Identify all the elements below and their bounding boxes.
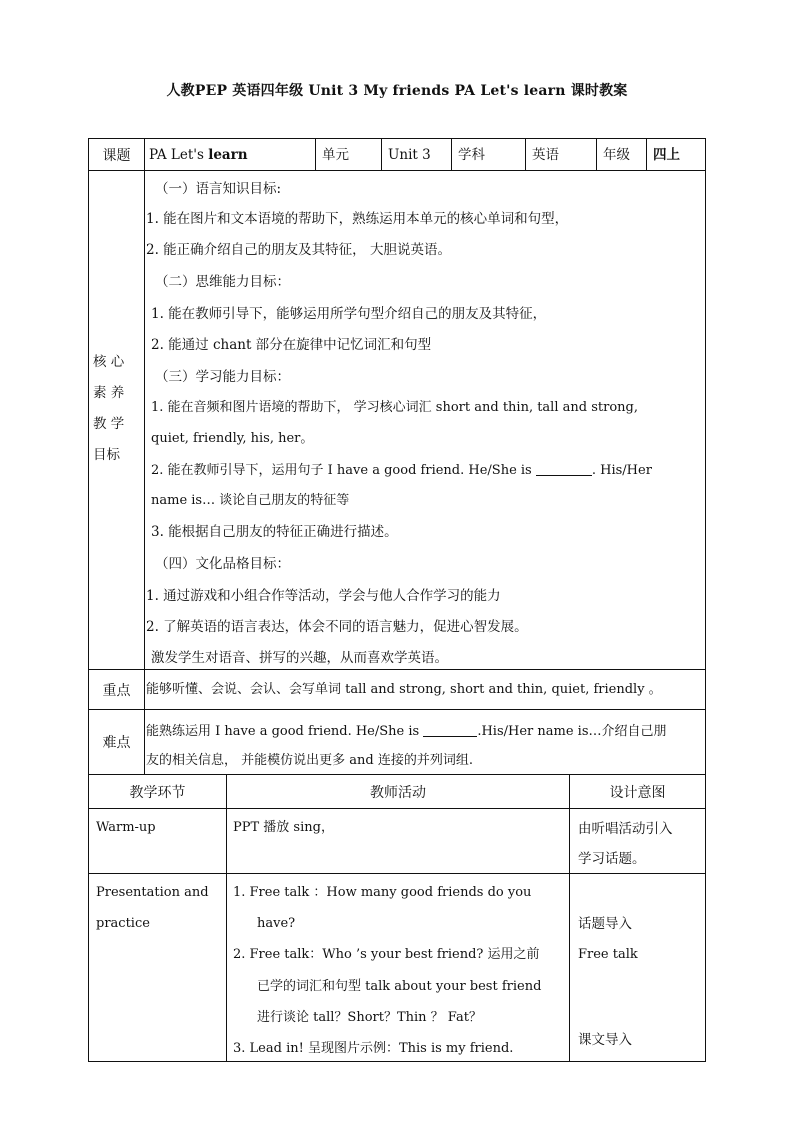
objective-item: quiet, friendly, his, her。 (151, 431, 314, 446)
core-label-line: 素 养 (93, 385, 125, 401)
core-label-line: 核 心 (93, 354, 125, 370)
difficulty-label: 难点 (102, 735, 131, 751)
objective-heading-learning: （三）学习能力目标： (155, 369, 290, 385)
objective-item: name is… 谈论自己朋友的特征等 (151, 493, 350, 508)
objective-heading-culture: （四）文化品格目标： (155, 556, 290, 572)
objective-item: 激发学生对语音、拼写的兴趣，从而喜欢学英语。 (151, 650, 448, 666)
lesson-label-cell (88, 138, 145, 171)
difficulty-text: .His/Her name is…介绍自己朋 (477, 724, 667, 739)
subject-label: 学科 (458, 147, 485, 163)
intent-header-cell (569, 774, 706, 809)
presentation-intent: 课文导入 (578, 1032, 632, 1048)
key-text-cell (144, 669, 706, 710)
core-label-cell (88, 170, 145, 670)
lesson-value (149, 146, 248, 164)
warmup-teacher-cell (226, 808, 570, 874)
subject-value: 英语 (532, 147, 559, 163)
presentation-stage: Presentation and (96, 885, 209, 900)
lesson-plan-table (88, 138, 706, 1062)
lesson-value-prefix: PA Let's (149, 147, 209, 163)
objective-item: 1. 能在图片和文本语境的帮助下，熟练运用本单元的核心单词和句型， (146, 211, 569, 227)
warmup-intent: 学习话题。 (578, 851, 646, 867)
grade-value: 四上 (653, 147, 680, 163)
fill-blank (536, 461, 592, 476)
fill-blank (423, 722, 477, 737)
objective-text: . His/Her (591, 463, 652, 478)
objective-text: 2. 能在教师引导下，运用句子 I have a good friend. He/She is (151, 463, 536, 478)
intent-header: 设计意图 (609, 784, 666, 801)
stage-header-cell (88, 774, 227, 809)
warmup-intent: 由听唱活动引入 (578, 821, 673, 837)
core-label-line: 教 学 (93, 416, 125, 432)
key-text: 能够听懂、会说、会认、会写单词 tall and strong, short and thin, quiet, friendly 。 (146, 682, 662, 697)
presentation-step: 3. Lead in! 呈现图片示例：This is my friend. (233, 1041, 514, 1056)
objective-item: 2. 能通过 chant 部分在旋律中记忆词汇和句型 (151, 337, 432, 353)
presentation-step: 2. Free talk：Who ’s your best friend? 运用之前 (233, 947, 540, 962)
objective-item (151, 461, 652, 480)
warmup-stage: Warm-up (96, 820, 156, 835)
key-label: 重点 (102, 682, 131, 699)
presentation-step: 已学的词汇和句型 talk about your best friend (257, 979, 542, 994)
objective-item: 1. 能在教师引导下，能够运用所学句型介绍自己的朋友及其特征， (151, 306, 547, 322)
presentation-stage: practice (96, 916, 150, 931)
objective-item: 1. 通过游戏和小组合作等活动，学会与他人合作学习的能力 (146, 588, 501, 604)
grade-label-cell (596, 138, 647, 171)
teacher-header-cell (226, 774, 570, 809)
objective-heading-thinking: （二）思维能力目标： (155, 274, 290, 290)
core-objectives-cell (144, 170, 706, 670)
core-label (93, 347, 124, 471)
grade-value-cell (646, 138, 706, 171)
subject-value-cell (525, 138, 597, 171)
warmup-teacher: PPT 播放 sing， (233, 820, 334, 835)
objective-item: 2. 能正确介绍自己的朋友及其特征， 大胆说英语。 (146, 242, 451, 258)
subject-label-cell (451, 138, 526, 171)
lesson-value-bold: learn (208, 147, 248, 163)
difficulty-text-cell (144, 709, 706, 775)
unit-label-cell (315, 138, 382, 171)
presentation-step: 1. Free talk ：How many good friends do you (233, 885, 532, 900)
key-label-cell (88, 669, 145, 710)
difficulty-label-cell (88, 709, 145, 775)
unit-value: Unit 3 (388, 147, 431, 163)
grade-label: 年级 (603, 147, 630, 163)
document-title: 人教PEP 英语四年级 Unit 3 My friends PA Let's learn 课时教案 (166, 83, 628, 99)
core-label-line: 目标 (93, 447, 120, 463)
objective-item: 2. 了解英语的语言表达，体会不同的语言魅力，促进心智发展。 (146, 619, 528, 635)
presentation-intent: Free talk (578, 947, 638, 962)
objective-heading-language: （一）语言知识目标: (155, 181, 282, 197)
objective-item: 1. 能在音频和图片语境的帮助下， 学习核心词汇 short and thin, tall and strong, (151, 400, 638, 415)
unit-value-cell (381, 138, 452, 171)
teacher-header: 教师活动 (370, 784, 426, 801)
objective-item: 3. 能根据自己朋友的特征正确进行描述。 (151, 524, 398, 540)
warmup-stage-cell (88, 808, 227, 874)
difficulty-text: 能熟练运用 I have a good friend. He/She is (146, 724, 424, 739)
stage-header: 教学环节 (129, 784, 186, 801)
difficulty-line: 友的相关信息， 并能模仿说出更多 and 连接的并列词组. (146, 753, 473, 768)
difficulty-line (146, 722, 667, 741)
warmup-intent-cell (569, 808, 706, 874)
presentation-stage-cell (88, 873, 227, 1062)
unit-label: 单元 (322, 147, 349, 163)
presentation-intent: 话题导入 (578, 916, 632, 932)
lesson-value-cell (144, 138, 316, 171)
presentation-intent-cell (569, 873, 706, 1062)
presentation-step: have? (257, 916, 296, 931)
presentation-teacher-cell (226, 873, 570, 1062)
lesson-label: 课题 (102, 147, 131, 164)
presentation-step: 进行谈论 tall？Short？Thin ？ Fat？ (257, 1010, 482, 1025)
